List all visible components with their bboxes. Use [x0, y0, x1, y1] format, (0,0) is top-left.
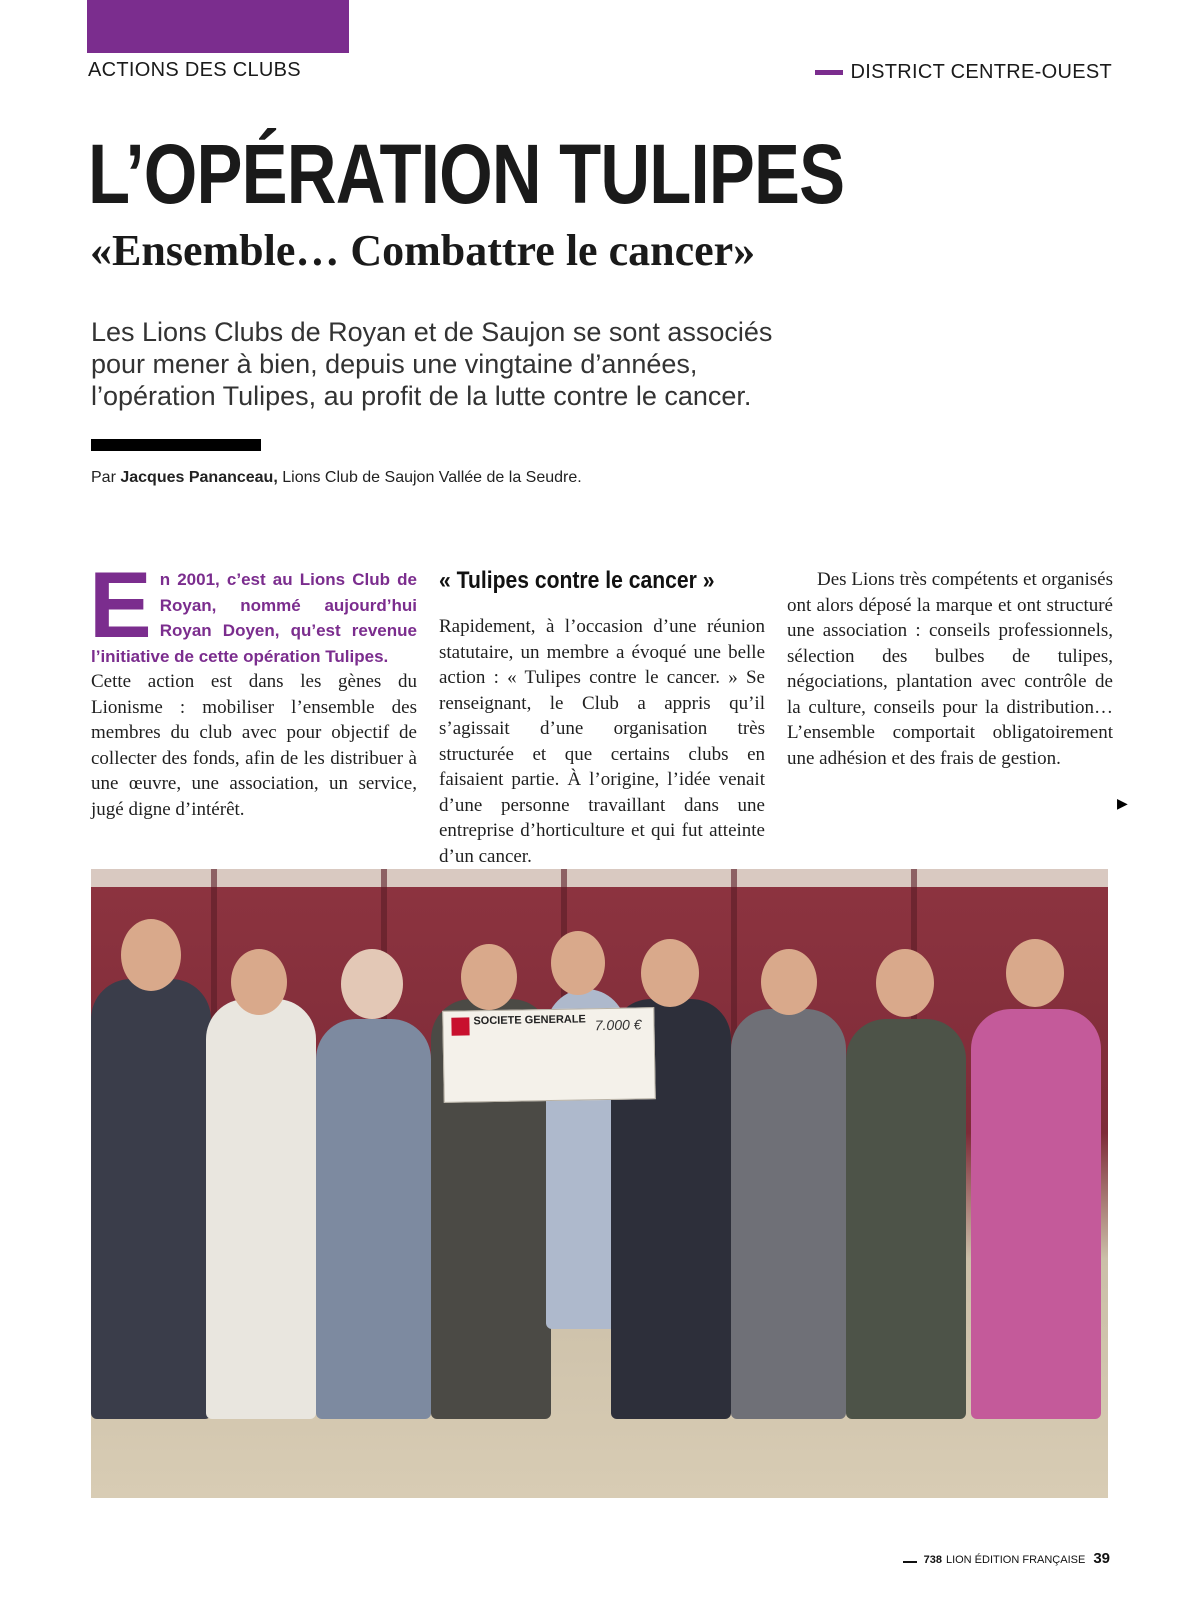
column-2 [439, 567, 765, 869]
paragraph-3: Des Lions très compétents et organisés ont alors déposé la marque et ont structuré une association : conseils professionnels, sélection des bulbes de tulipes, négociations, plantation avec contrôle de la culture, conseils pour la distribution… L’ensemble comportait obligatoirement une adhésion et des frais de gestion. [787, 569, 1113, 769]
byline [91, 469, 582, 487]
byline-author: Jacques Pananceau, [120, 469, 278, 486]
person-head [641, 939, 699, 1007]
person-head [876, 949, 934, 1017]
district-label [815, 61, 1113, 84]
district-text: DISTRICT CENTRE-OUEST [850, 61, 1112, 83]
person-head [121, 919, 181, 991]
article-intro: Les Lions Clubs de Royan et de Saujon se sont associés pour mener à bien, depuis une vingtaine d’années, l’opération Tulipes, au profit de la lutte contre le cancer. [91, 317, 773, 411]
byline-suffix: Lions Club de Saujon Vallée de la Seudre. [282, 469, 582, 486]
cheque [442, 1007, 656, 1103]
issue-number: 738 [923, 1554, 942, 1566]
section-heading: « Tulipes contre le cancer » [439, 567, 715, 594]
column-3 [787, 567, 1113, 771]
photo-ceiling [91, 869, 1108, 887]
byline-prefix: Par [91, 469, 116, 486]
bank-logo-icon [451, 1017, 469, 1035]
person-silhouette [91, 979, 211, 1419]
byline-rule [91, 439, 261, 451]
person-head [551, 931, 605, 995]
section-tab-bar [87, 0, 349, 53]
lead-paragraph: n 2001, c’est au Lions Club de Royan, nommé aujourd’hui Royan Doyen, qu’est revenue l’initiative de cette opération Tulipes. [91, 570, 417, 666]
person-silhouette [206, 999, 316, 1419]
footer-dash [903, 1561, 917, 1563]
page-footer [903, 1550, 1110, 1567]
section-label: ACTIONS DES CLUBS [88, 59, 301, 81]
person-head [761, 949, 817, 1015]
drop-cap: E [89, 552, 152, 657]
paragraph-2: Rapidement, à l’occasion d’une réunion statutaire, un membre a évoqué une belle action : « Tulipes contre le cancer. » Se renseignant, le Club a appris qu’il s’agissait d’une organisation très structurée et que certains clubs en faisaient partie. À l’origine, l’idée venait d’une personne travaillant dans une entreprise d’horticulture et qui fut atteinte d’un cancer. [439, 616, 765, 867]
article-title: L’OPÉRATION TULIPES [88, 127, 845, 221]
paragraph-1: Cette action est dans les gènes du Lionisme : mobiliser l’ensemble des membres du club avec pour objectif de collecter des fonds, afin de les distribuer à une œuvre, une association, un service, jugé digne d’intérêt. [91, 671, 417, 820]
person-silhouette [316, 1019, 431, 1419]
person-silhouette [731, 1009, 846, 1419]
person-silhouette [846, 1019, 966, 1419]
continue-arrow-icon: ▶ [1117, 795, 1128, 811]
person-silhouette [971, 1009, 1101, 1419]
person-head [341, 949, 403, 1019]
person-head [1006, 939, 1064, 1007]
person-head [461, 944, 517, 1010]
page-number: 39 [1093, 1550, 1110, 1567]
cheque-amount: 7.000 € [594, 1016, 642, 1034]
publication-name: LION ÉDITION FRANÇAISE [945, 1554, 1086, 1566]
person-head [231, 949, 287, 1015]
cheque-bank-name: SOCIETE GENERALE [473, 1013, 586, 1028]
column-1 [89, 552, 417, 822]
district-dash [815, 70, 843, 75]
article-subtitle: «Ensemble… Combattre le cancer» [90, 226, 756, 275]
group-photo [91, 869, 1108, 1498]
